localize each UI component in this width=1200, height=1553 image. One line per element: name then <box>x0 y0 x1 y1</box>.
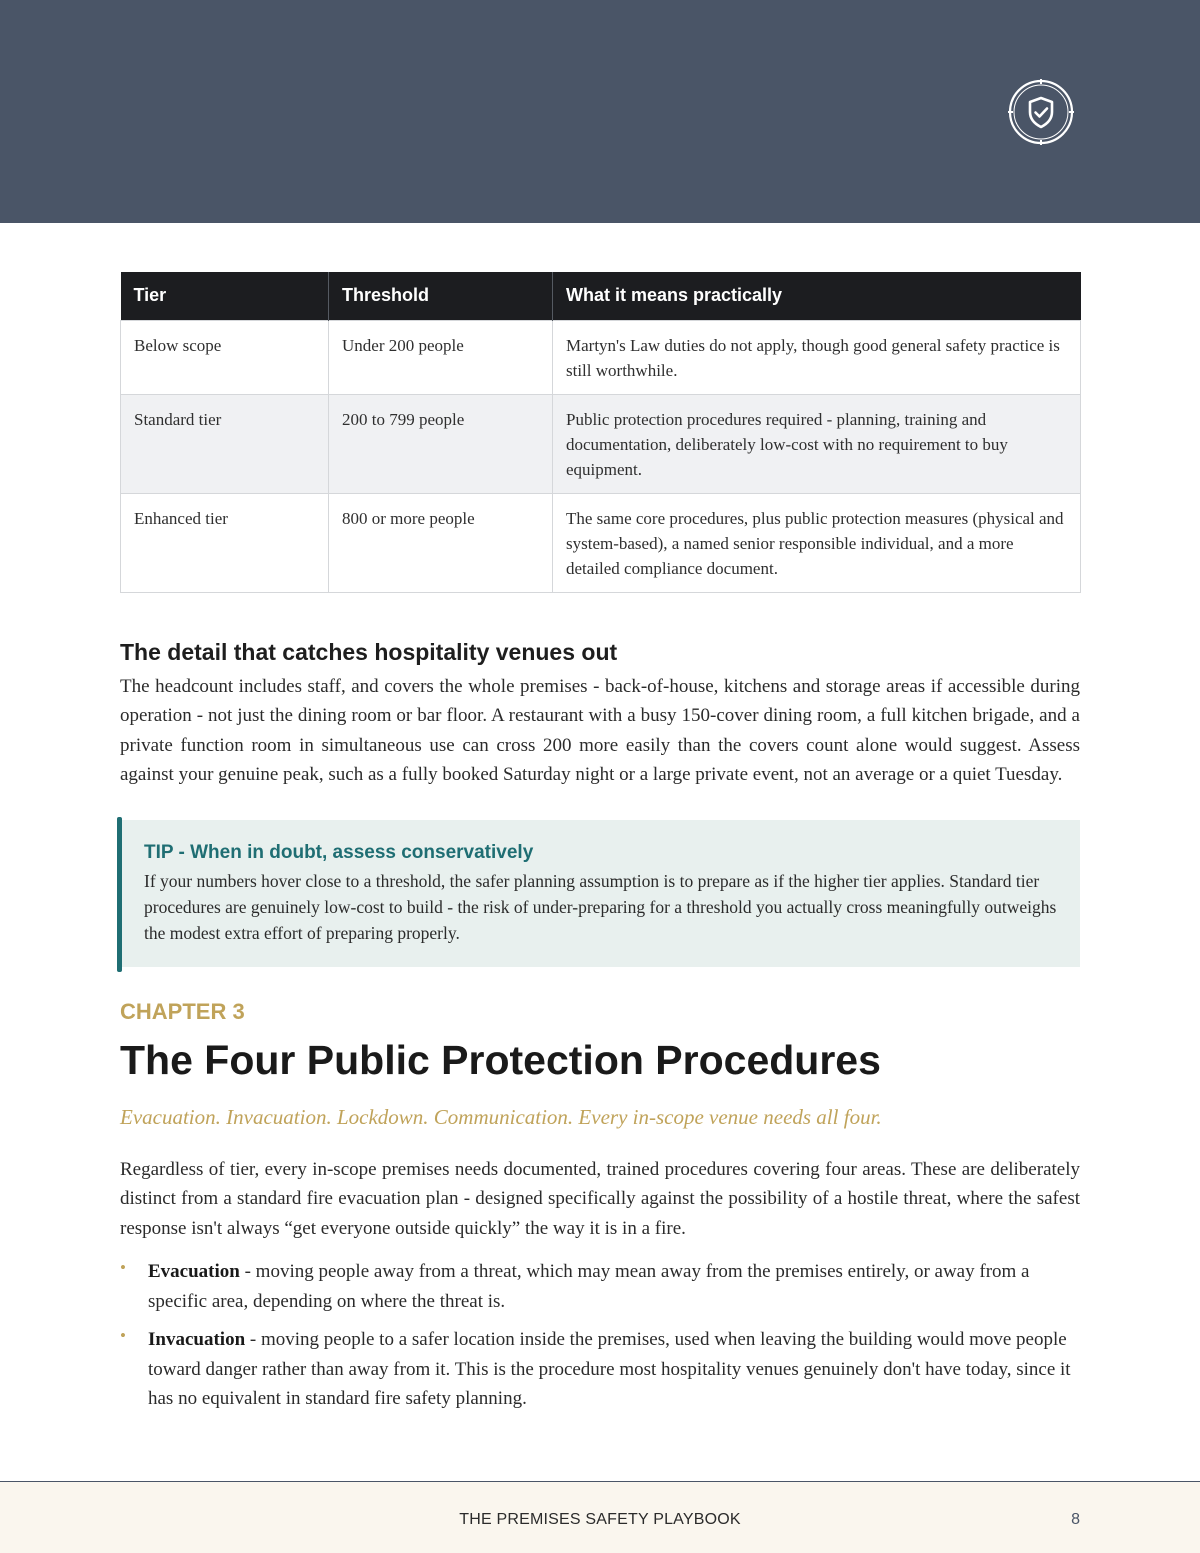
tip-callout <box>120 820 1080 967</box>
procedure-list <box>120 1257 1080 1414</box>
bullet-icon: • <box>120 1326 126 1345</box>
header-band <box>0 0 1200 223</box>
procedure-text: - moving people to a safer location inside the premises, used when leaving the building would move people toward danger rather than away from it. This is the procedure most hospitality venues genuinely don't have today, since it has no equivalent in standard fire safety planning. <box>148 1329 1071 1409</box>
threshold-cell: Under 200 people <box>329 320 553 394</box>
bullet-icon: • <box>120 1258 126 1277</box>
tip-text: If your numbers hover close to a threshold, the safer planning assumption is to prepare as if the higher tier applies. Standard tier procedures are genuinely low-cost to build - the risk of under-preparing for a threshold you actually cross meaningfully outweighs the modest extra effort of preparing properly. <box>144 870 1057 943</box>
table-header-row <box>121 272 1081 320</box>
chapter-intro: Regardless of tier, every in-scope premises needs documented, trained procedures covering four areas. These are deliberately distinct from a standard fire evacuation plan - designed specifically against the possibility of a hostile threat, where the safest response isn't always “get everyone outside quickly” the way it is in a fire. <box>120 1158 1080 1239</box>
meaning-cell: Martyn's Law duties do not apply, though good general safety practice is still worthwhile. <box>553 320 1081 394</box>
tier-cell: Below scope <box>121 320 329 394</box>
tier-cell: Enhanced tier <box>121 493 329 592</box>
page-content <box>120 272 1080 1423</box>
threshold-cell: 200 to 799 people <box>329 394 553 493</box>
section-heading: The detail that catches hospitality venues out <box>120 638 618 665</box>
page-number: 8 <box>1071 1511 1080 1528</box>
footer-title: THE PREMISES SAFETY PLAYBOOK <box>459 1511 741 1528</box>
chapter-label: CHAPTER 3 <box>120 998 245 1024</box>
meaning-cell: The same core procedures, plus public protection measures (physical and system-based), a named senior responsible individual, and a more detailed compliance document. <box>553 493 1081 592</box>
chapter-subtitle: Evacuation. Invacuation. Lockdown. Communication. Every in-scope venue needs all four. <box>120 1104 882 1129</box>
column-header-tier: Tier <box>121 272 329 320</box>
table-row <box>121 320 1081 394</box>
procedure-text: - moving people away from a threat, which may mean away from the premises entirely, or away from a specific area, depending on where the threat is. <box>148 1261 1030 1312</box>
page-footer <box>0 1482 1200 1553</box>
shield-check-icon <box>1007 78 1075 146</box>
tip-title: TIP - When in doubt, assess conservatively <box>144 841 534 863</box>
column-header-meaning: What it means practically <box>553 272 1081 320</box>
list-item <box>120 1325 1080 1414</box>
table-row <box>121 394 1081 493</box>
column-header-threshold: Threshold <box>329 272 553 320</box>
tip-accent-bar <box>117 817 122 972</box>
list-item <box>120 1257 1080 1316</box>
threshold-cell: 800 or more people <box>329 493 553 592</box>
chapter-title: The Four Public Protection Procedures <box>120 1036 881 1083</box>
procedure-name: Evacuation <box>148 1261 240 1282</box>
tier-table <box>120 272 1081 593</box>
section-paragraph: The headcount includes staff, and covers the whole premises - back-of-house, kitchens and storage areas if accessible during operation - not just the dining room or bar floor. A restaurant with a busy 150-cover dining room, a full kitchen brigade, and a private function room in simultaneous use can cross 200 more easily than the covers count alone would suggest. Assess against your genuine peak, such as a fully booked Saturday night or a large private event, not an average or a quiet Tuesday. <box>120 675 1080 785</box>
procedure-name: Invacuation <box>148 1329 246 1350</box>
tier-cell: Standard tier <box>121 394 329 493</box>
meaning-cell: Public protection procedures required - planning, training and documentation, deliberately low-cost with no requirement to buy equipment. <box>553 394 1081 493</box>
table-row <box>121 493 1081 592</box>
